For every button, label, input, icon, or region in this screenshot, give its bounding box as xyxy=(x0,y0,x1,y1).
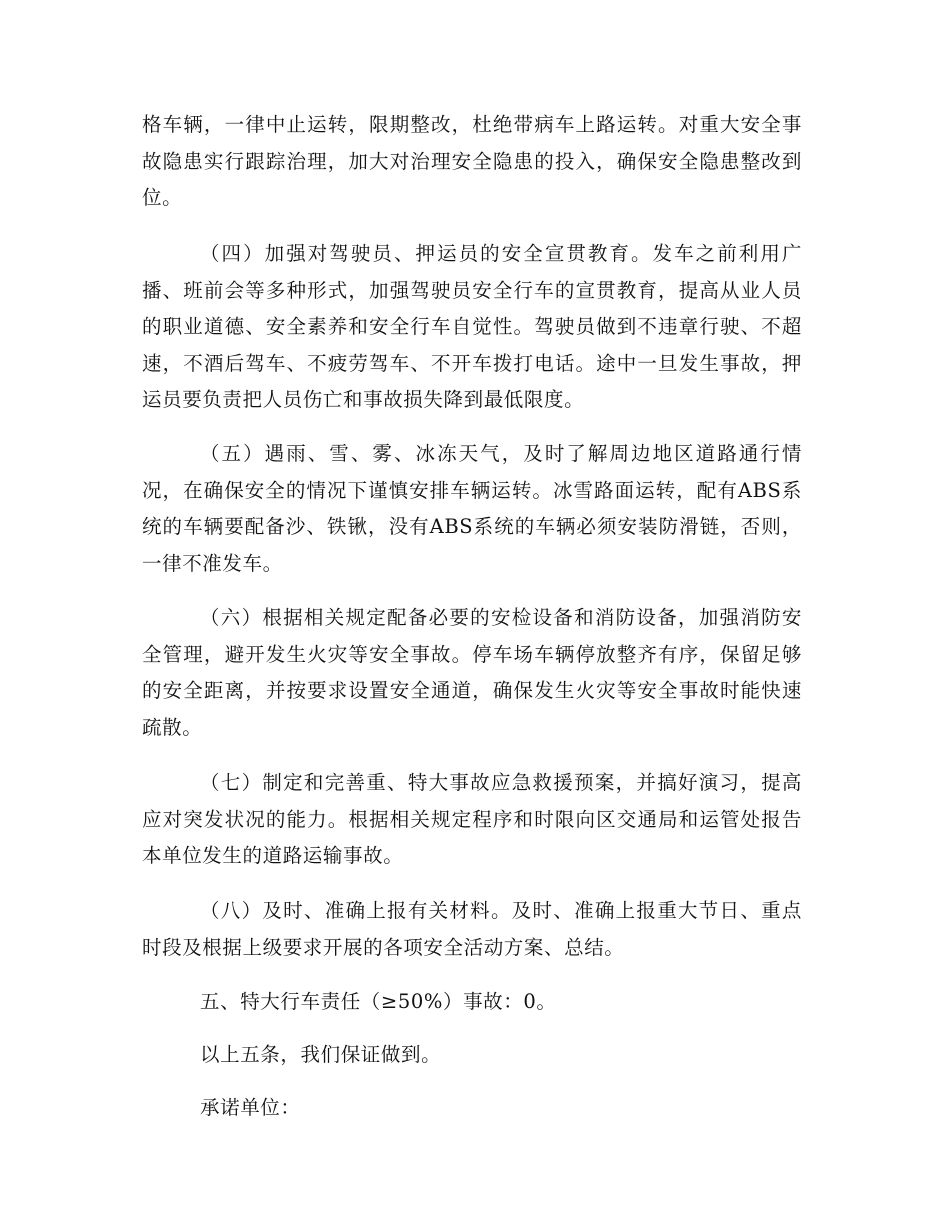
paragraph-item-6: （六）根据相关规定配备必要的安检设备和消防设备，加强消防安全管理，避开发生火灾等安全事故。停车场车辆停放整齐有序，保留足够的安全距离，并按要求设置安全通道，确保发生火灾等安全事故时能快速疏散。 xyxy=(142,606,802,739)
line-item-five: 五、特大行车责任（≥50%）事故：0。 xyxy=(200,990,557,1013)
paragraph-item-7: （七）制定和完善重、特大事故应急救援预案，并搞好演习，提高应对突发状况的能力。根据相关规定程序和时限向区交通局和运管处报告本单位发生的道路运输事故。 xyxy=(142,771,802,867)
paragraph-item-4: （四）加强对驾驶员、押运员的安全宣贯教育。发车之前利用广播、班前会等多种形式，加强驾驶员安全行车的宣贯教育，提高从业人员的职业道德、安全素养和安全行车自觉性。驾驶员做到不违章行驶、不超速，不酒后驾车、不疲劳驾车、不开车拨打电话。途中一旦发生事故，押运员要负责把人员伤亡和事故损失降到最低限度。 xyxy=(142,242,802,411)
paragraph-item-5: （五）遇雨、雪、雾、冰冻天气，及时了解周边地区道路通行情况，在确保安全的情况下谨慎安排车辆运转。冰雪路面运转，配有ABS系统的车辆要配备沙、铁锹，没有ABS系统的车辆必须安装防滑链，否则，一律不准发车。 xyxy=(142,442,802,575)
paragraph-item-8: （八）及时、准确上报有关材料。及时、准确上报重大节日、重点时段及根据上级要求开展的各项安全活动方案、总结。 xyxy=(142,899,802,959)
signature-label: 承诺单位： xyxy=(200,1096,301,1119)
closing-statement: 以上五条，我们保证做到。 xyxy=(200,1043,442,1066)
paragraph-continuation: 格车辆，一律中止运转，限期整改，杜绝带病车上路运转。对重大安全事故隐患实行跟踪治理，加大对治理安全隐患的投入，确保安全隐患整改到位。 xyxy=(142,113,802,209)
